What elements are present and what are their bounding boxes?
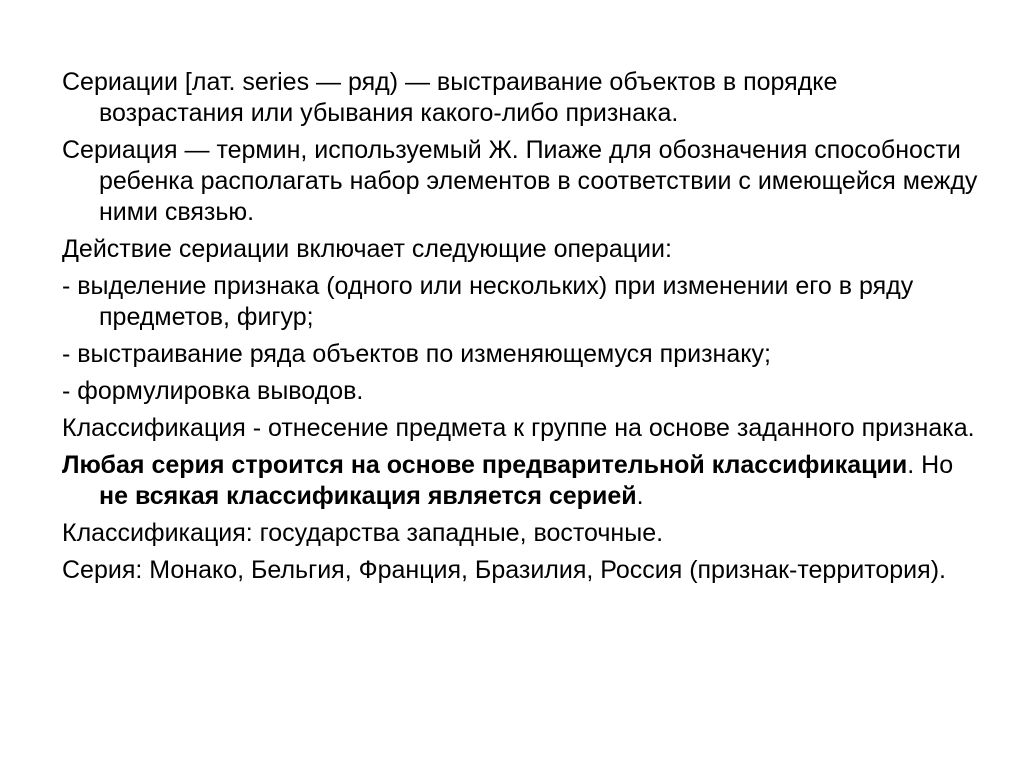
paragraph-seriation-definition: Сериации [лат. series — ряд) — выстраивание объектов в порядке возрастания или убывания какого-либо признака.: [62, 68, 838, 127]
text-connector: . Но: [907, 451, 954, 479]
paragraph-operation-2: - выстраивание ряда объектов по изменяющемуся признаку;: [62, 340, 771, 368]
paragraph-classification-definition: Классификация - отнесение предмета к группе на основе заданного признака.: [62, 414, 975, 442]
paragraph-operation-3: - формулировка выводов.: [62, 377, 364, 405]
text-period: .: [636, 482, 644, 510]
paragraph-classification-example: Классификация: государства западные, восточные.: [62, 519, 664, 547]
slide-text-body: [62, 67, 982, 592]
paragraph-operations-intro: Действие сериации включает следующие операции:: [62, 235, 672, 263]
emphasis-series-based-on-classification: Любая серия строится на основе предварительной классификации: [62, 451, 908, 479]
paragraph-piaget-term: Сериация — термин, используемый Ж. Пиаже для обозначения способности ребенка располагать набор элементов в соответствии с имеющейся между ними связью.: [62, 136, 978, 226]
emphasis-not-every-classification: не всякая классификация является серией: [99, 482, 637, 510]
paragraph-series-vs-classification: [62, 450, 982, 512]
paragraph-series-example: Серия: Монако, Бельгия, Франция, Бразилия, Россия (признак-территория).: [62, 556, 946, 584]
paragraph-operation-1: - выделение признака (одного или нескольких) при изменении его в ряду предметов, фигур;: [62, 272, 914, 331]
